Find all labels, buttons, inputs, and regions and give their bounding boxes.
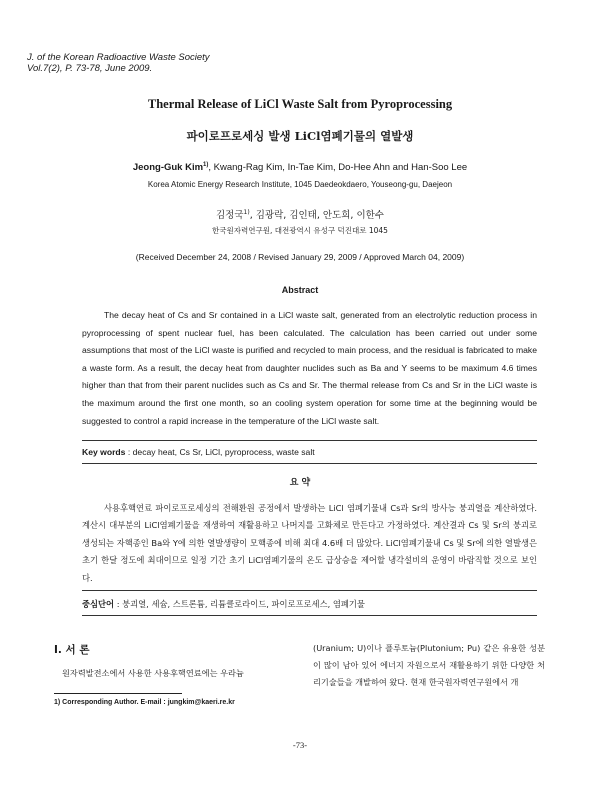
- korean-title: 파이로프로세싱 발생 LiCl염폐기물의 열발생: [186, 129, 414, 143]
- journal-volume: Vol.7(2), P. 73-78, June 2009.: [27, 63, 153, 74]
- korean-keywords-line: [82, 598, 365, 610]
- korean-keywords-separator: :: [114, 599, 123, 609]
- submission-dates: (Received December 24, 2008 / Revised January 29, 2009 / Approved March 04, 2009): [135, 252, 465, 262]
- abstract-body: [82, 307, 537, 430]
- footnote: 1) Corresponding Author. E-mail : jungkim@kaeri.re.kr: [54, 699, 235, 706]
- korean-first-author: 김정국: [216, 210, 244, 221]
- korean-author-superscript: 1): [243, 208, 250, 216]
- first-author: Jeong-Guk Kim: [132, 162, 204, 174]
- korean-keywords-label: 중심단어: [82, 599, 115, 609]
- paper-title: Thermal Release of LiCl Waste Salt from Pyroprocessing: [147, 97, 453, 111]
- journal-citation: [27, 52, 210, 74]
- keywords-line: [82, 447, 315, 457]
- korean-affiliation: 한국원자력연구원, 대전광역시 유성구 덕진대로 1045: [212, 226, 388, 235]
- affiliation: Korea Atomic Energy Research Institute, 1045 Daedeokdaero, Youseong-gu, Daejeon: [147, 180, 453, 189]
- section-heading: I. 서 론: [54, 644, 90, 656]
- korean-keywords-text: 붕괴열, 세슘, 스트론튬, 리튬클로라이드, 파이로프로세스, 염폐기물: [122, 599, 365, 609]
- keywords-text: decay heat, Cs Sr, LiCl, pyroprocess, waste salt: [132, 447, 315, 457]
- author-superscript: 1): [203, 162, 209, 168]
- korean-other-authors: , 김광락, 김인태, 안도희, 이한수: [249, 210, 384, 221]
- korean-keywords-top-rule: [82, 590, 537, 591]
- korean-keywords-bottom-rule: [82, 615, 537, 616]
- keywords-top-rule: [82, 440, 537, 441]
- other-authors: , Kwang-Rag Kim, In-Tae Kim, Do-Hee Ahn and Han-Soo Lee: [208, 162, 468, 174]
- intro-left-column: 원자력발전소에서 사용한 사용후핵연료에는 우라늄: [62, 668, 244, 678]
- abstract-heading: Abstract: [281, 285, 319, 295]
- korean-author-list: [0, 207, 600, 221]
- journal-name: J. of the Korean Radioactive Waste Society: [27, 52, 210, 63]
- intro-right-text: (Uranium; U)이나 플루토늄(Plutonium; Pu) 같은 유용한 성분이 많이 남아 있어 에너지 자원으로서 재활용하기 위한 다양한 처리기술들을 개발하여 왔다. 현재 한국원자력연구원에서 개: [313, 643, 545, 688]
- abstract-text: The decay heat of Cs and Sr contained in a LiCl waste salt, generated from an electrolytic reduction process in pyroprocessing of spent nuclear fuel, has been calculated. The calculation has been carried out under some assumptions that most of the LiCl waste is purified and recycled to main process, and the residual is fabricated to make a waste form. As a result, the decay heat from daughter nuclides such as Ba and Y seems to be maximum 4.6 times higher than that from their parent nuclides such as Cs and Sr. The thermal release from Cs and Sr in the LiCl waste is the maximum around the first one month, so an cooling system operation for some time at the beginning would be suggested to control a rapid increase in the temperature of the LiCl waste salt.: [82, 310, 537, 426]
- korean-abstract-heading: 요 약: [289, 478, 311, 488]
- intro-right-column: [313, 640, 545, 692]
- korean-abstract-text: 사용후핵연료 파이로프로세싱의 전해환원 공정에서 발생하는 LiCl 염폐기물내 Cs과 Sr의 방사능 붕괴열을 계산하였다. 계산시 대부분의 LiCl염폐기물을 재생하여 재활용하고 나머지를 고화체로 만든다고 가정하였다. 계산결과 Cs 및 Sr의 붕괴로 생성되는 자핵종인 Ba와 Y에 의한 열발생량이 모핵종에 비해 최대 4.6배 더 많았다. LiCl염폐기물내 Cs 및 Sr에 의한 열발생은 초기 한달 정도에 최대이므로 일정 기간 초기 LiCl염폐기물의 온도 급상승을 제어할 냉각설비의 운영이 바람직할 것으로 보인다.: [82, 503, 537, 583]
- page-number: -73-: [292, 740, 308, 750]
- keywords-separator: :: [125, 447, 133, 457]
- korean-abstract-body: [82, 500, 537, 587]
- keywords-bottom-rule: [82, 463, 537, 464]
- keywords-label: Key words: [82, 447, 126, 457]
- author-list: [0, 162, 600, 173]
- footnote-rule: [54, 693, 182, 694]
